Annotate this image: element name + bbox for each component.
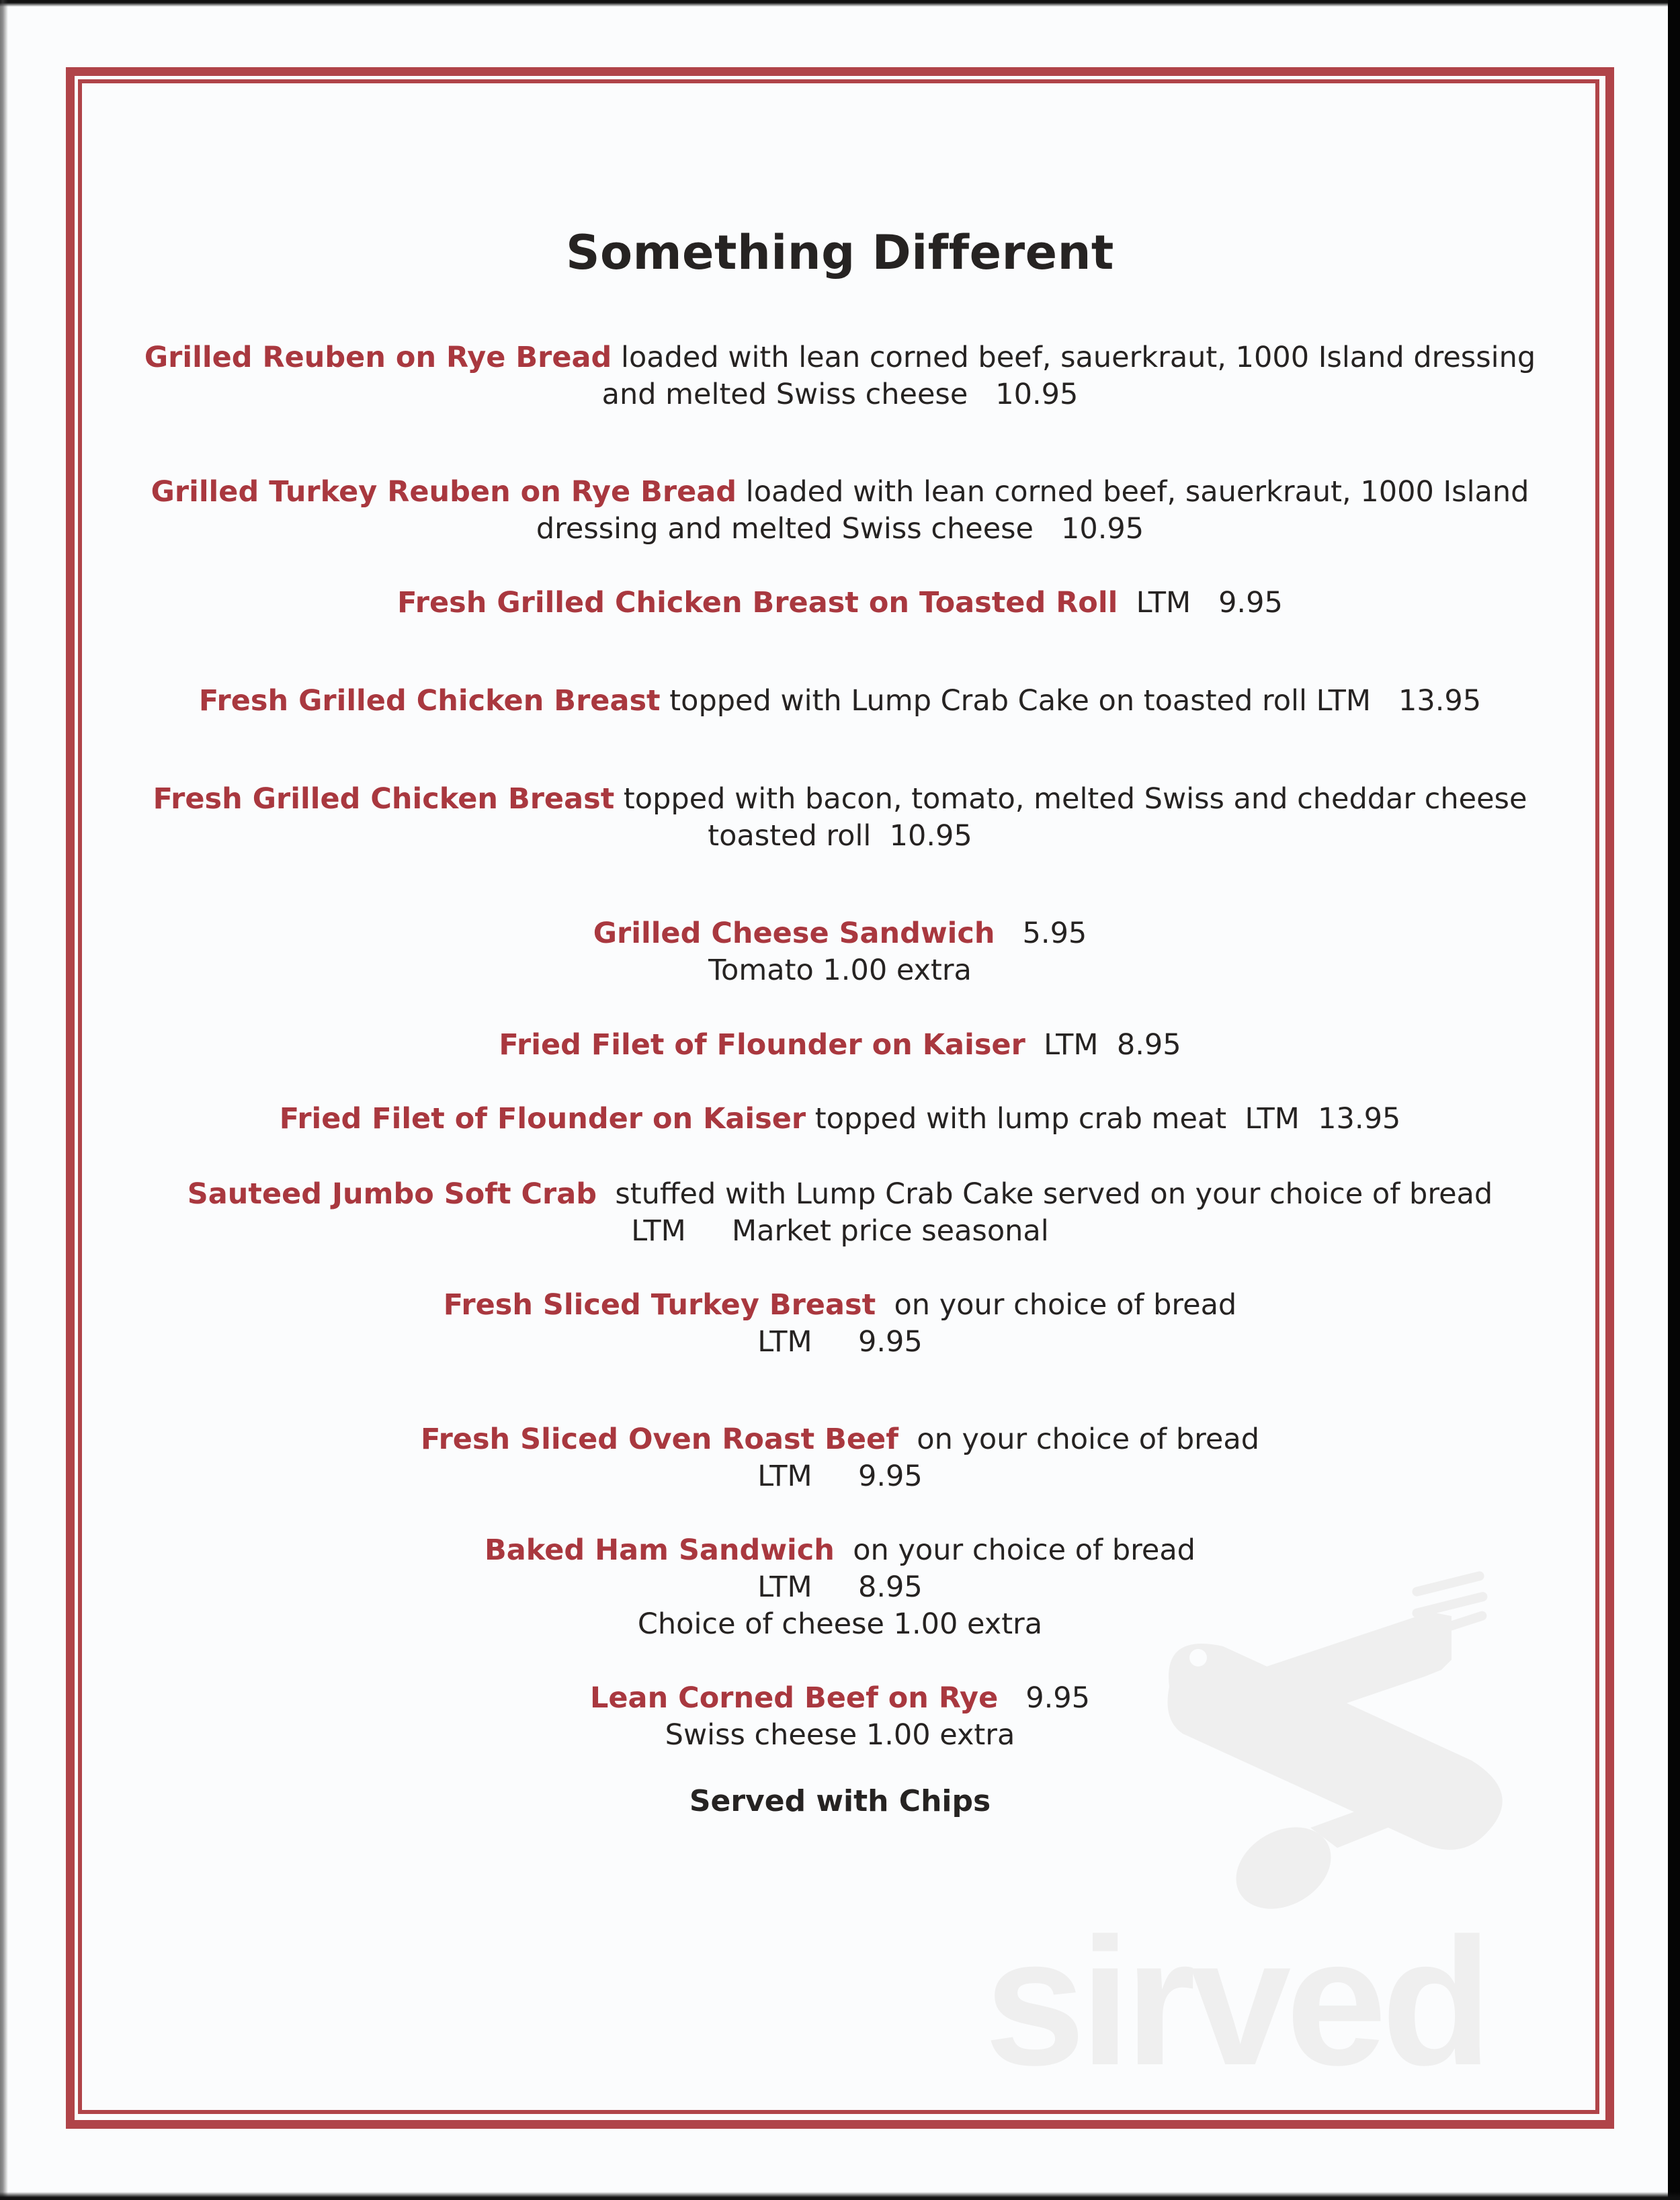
item-detail: LTM 8.95 <box>757 1570 923 1604</box>
menu-item <box>94 1027 1586 1064</box>
menu-item <box>94 1680 1586 1754</box>
item-name: Fresh Sliced Turkey Breast <box>443 1288 876 1322</box>
item-description: stuffed with Lump Crab Cake served on your choice of bread <box>597 1177 1493 1211</box>
item-description: on your choice of bread <box>834 1533 1195 1567</box>
menu-item <box>94 1101 1586 1138</box>
scan-edge-left <box>0 0 8 2200</box>
item-name: Grilled Reuben on Rye Bread <box>144 341 612 374</box>
item-name: Lean Corned Beef on Rye <box>589 1681 999 1715</box>
item-description: topped with lump crab meat LTM 13.95 <box>806 1102 1401 1136</box>
item-description: topped with bacon, tomato, melted Swiss and cheddar cheese <box>614 782 1527 816</box>
item-name: Fresh Grilled Chicken Breast <box>198 684 661 718</box>
item-detail: and melted Swiss cheese 10.95 <box>601 378 1079 411</box>
item-name: Fresh Sliced Oven Roast Beef <box>420 1423 898 1456</box>
menu-item <box>94 781 1586 855</box>
menu-item <box>94 1421 1586 1495</box>
menu-item <box>94 1287 1586 1361</box>
scan-edge-right <box>1668 0 1680 2200</box>
item-name: Grilled Cheese Sandwich <box>593 917 995 950</box>
item-name: Fried Filet of Flounder on Kaiser <box>499 1028 1025 1062</box>
scan-edge-bottom <box>0 2192 1680 2200</box>
item-description: on your choice of bread <box>876 1288 1237 1322</box>
item-description: LTM 9.95 <box>1118 586 1283 620</box>
item-price: 9.95 <box>998 1681 1091 1715</box>
menu-item <box>94 1176 1586 1250</box>
scan-edge-top <box>0 0 1680 7</box>
item-name: Fresh Grilled Chicken Breast <box>153 782 615 816</box>
item-detail: toasted roll 10.95 <box>708 819 972 853</box>
menu-item <box>94 1532 1586 1643</box>
item-detail: Swiss cheese 1.00 extra <box>665 1718 1015 1752</box>
menu-item <box>94 474 1586 548</box>
item-name: Baked Ham Sandwich <box>485 1533 835 1567</box>
item-description: loaded with lean corned beef, sauerkraut, 1000 Island <box>737 475 1529 509</box>
sirved-watermark: sirved <box>984 1901 1487 2103</box>
item-detail: LTM 9.95 <box>757 1459 923 1493</box>
menu-item <box>94 683 1586 720</box>
item-detail: LTM Market price seasonal <box>631 1214 1049 1248</box>
item-description: loaded with lean corned beef, sauerkraut, 1000 Island dressing <box>612 341 1536 374</box>
item-detail: Tomato 1.00 extra <box>708 954 972 987</box>
item-detail: dressing and melted Swiss cheese 10.95 <box>536 512 1144 546</box>
item-detail: LTM 9.95 <box>757 1325 923 1359</box>
served-with-note: Served with Chips <box>689 1784 991 1818</box>
menu-item <box>94 915 1586 989</box>
item-description: LTM 8.95 <box>1025 1028 1181 1062</box>
menu-item <box>94 585 1586 622</box>
item-name: Fresh Grilled Chicken Breast on Toasted Roll <box>397 586 1118 620</box>
item-description: topped with Lump Crab Cake on toasted roll LTM 13.95 <box>660 684 1482 718</box>
item-name: Grilled Turkey Reuben on Rye Bread <box>151 475 737 509</box>
menu-item <box>94 339 1586 413</box>
item-extra: Choice of cheese 1.00 extra <box>637 1607 1043 1641</box>
item-price: 5.95 <box>995 917 1087 950</box>
item-name: Sauteed Jumbo Soft Crab <box>187 1177 597 1211</box>
item-name: Fried Filet of Flounder on Kaiser <box>279 1102 806 1136</box>
item-description: on your choice of bread <box>898 1423 1260 1456</box>
page-title: Something Different <box>566 225 1114 280</box>
